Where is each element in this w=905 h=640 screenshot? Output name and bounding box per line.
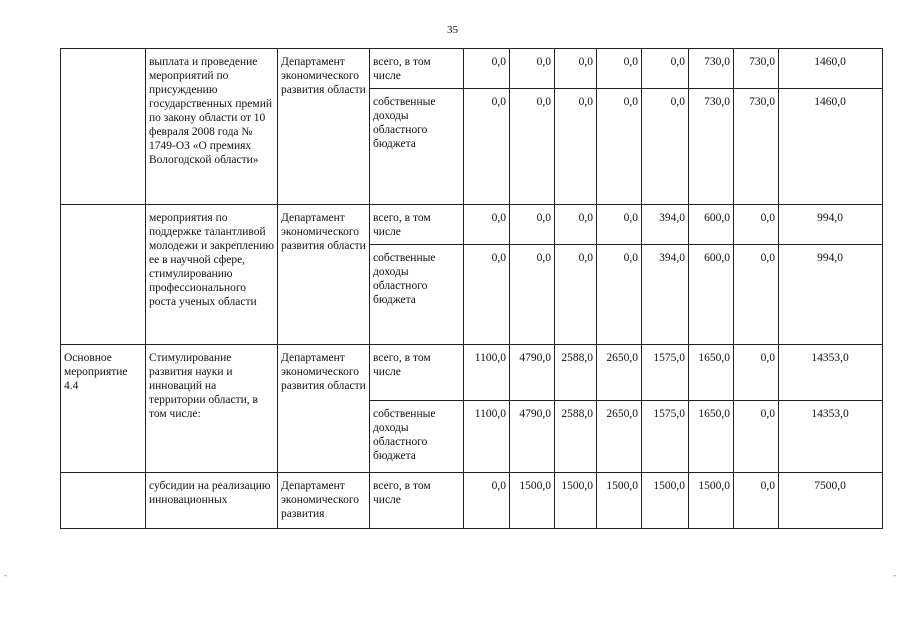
funding-source-cell: всего, в том числе (370, 345, 464, 401)
table-row (61, 205, 883, 245)
year-value-cell: 730,0 (734, 89, 779, 205)
executor-cell: Департамент экономического развития области (278, 49, 370, 205)
funding-source-cell: собственные доходы областного бюджета (370, 89, 464, 205)
total-cell: 7500,0 (779, 473, 883, 529)
year-value-cell: 0,0 (734, 245, 779, 345)
total-cell: 994,0 (779, 205, 883, 245)
year-value-cell: 0,0 (734, 345, 779, 401)
year-value-cell: 0,0 (597, 245, 642, 345)
year-value-cell: 2588,0 (555, 401, 597, 473)
year-value-cell: 600,0 (689, 245, 734, 345)
year-value-cell: 600,0 (689, 205, 734, 245)
year-value-cell: 1650,0 (689, 345, 734, 401)
budget-table (60, 48, 883, 529)
total-cell: 1460,0 (779, 89, 883, 205)
group-cell: Основное мероприятие 4.4 (61, 345, 146, 473)
measure-name-cell: мероприятия по поддержке талантливой молодежи и закреплению ее в научной сфере, стимулированию профессионального роста ученых области (146, 205, 278, 345)
group-cell (61, 473, 146, 529)
year-value-cell: 0,0 (642, 89, 689, 205)
year-value-cell: 0,0 (464, 89, 510, 205)
year-value-cell: 4790,0 (510, 401, 555, 473)
total-cell: 14353,0 (779, 345, 883, 401)
measure-name-cell: субсидии на реализацию инновационных (146, 473, 278, 529)
year-value-cell: 0,0 (642, 49, 689, 89)
year-value-cell: 0,0 (597, 49, 642, 89)
edge-mark-right: - (893, 570, 896, 580)
table-row (61, 345, 883, 401)
year-value-cell: 0,0 (597, 89, 642, 205)
year-value-cell: 0,0 (510, 49, 555, 89)
page-number: 35 (447, 24, 458, 36)
total-cell: 994,0 (779, 245, 883, 345)
year-value-cell: 0,0 (464, 473, 510, 529)
total-cell: 14353,0 (779, 401, 883, 473)
table-row (61, 49, 883, 89)
year-value-cell: 730,0 (689, 49, 734, 89)
funding-source-cell: собственные доходы областного бюджета (370, 401, 464, 473)
year-value-cell: 0,0 (464, 205, 510, 245)
year-value-cell: 2588,0 (555, 345, 597, 401)
year-value-cell: 1650,0 (689, 401, 734, 473)
year-value-cell: 0,0 (555, 89, 597, 205)
table-body (61, 49, 883, 529)
year-value-cell: 394,0 (642, 205, 689, 245)
year-value-cell: 1575,0 (642, 401, 689, 473)
year-value-cell: 1100,0 (464, 345, 510, 401)
year-value-cell: 2650,0 (597, 401, 642, 473)
year-value-cell: 730,0 (689, 89, 734, 205)
year-value-cell: 0,0 (555, 49, 597, 89)
funding-source-cell: всего, в том числе (370, 473, 464, 529)
edge-mark-left: - (4, 570, 7, 580)
year-value-cell: 4790,0 (510, 345, 555, 401)
year-value-cell: 1575,0 (642, 345, 689, 401)
table-row (61, 473, 883, 529)
year-value-cell: 1500,0 (555, 473, 597, 529)
year-value-cell: 1500,0 (689, 473, 734, 529)
executor-cell: Департамент экономического развития области (278, 205, 370, 345)
executor-cell: Департамент экономического развития (278, 473, 370, 529)
year-value-cell: 0,0 (734, 205, 779, 245)
year-value-cell: 0,0 (464, 245, 510, 345)
year-value-cell: 0,0 (734, 473, 779, 529)
funding-source-cell: всего, в том числе (370, 49, 464, 89)
year-value-cell: 1500,0 (510, 473, 555, 529)
year-value-cell: 1500,0 (642, 473, 689, 529)
year-value-cell: 0,0 (555, 205, 597, 245)
year-value-cell: 1100,0 (464, 401, 510, 473)
year-value-cell: 0,0 (510, 205, 555, 245)
year-value-cell: 730,0 (734, 49, 779, 89)
group-cell (61, 205, 146, 345)
group-cell (61, 49, 146, 205)
year-value-cell: 0,0 (510, 245, 555, 345)
year-value-cell: 0,0 (734, 401, 779, 473)
executor-cell: Департамент экономического развития области (278, 345, 370, 473)
year-value-cell: 0,0 (597, 205, 642, 245)
year-value-cell: 0,0 (555, 245, 597, 345)
year-value-cell: 394,0 (642, 245, 689, 345)
measure-name-cell: Стимулирование развития науки и инноваций на территории области, в том числе: (146, 345, 278, 473)
total-cell: 1460,0 (779, 49, 883, 89)
measure-name-cell: выплата и проведение мероприятий по присуждению государственных премий по закону области от 10 февраля 2008 года № 1749-ОЗ «О премиях Вологодской области» (146, 49, 278, 205)
year-value-cell: 2650,0 (597, 345, 642, 401)
year-value-cell: 1500,0 (597, 473, 642, 529)
year-value-cell: 0,0 (510, 89, 555, 205)
year-value-cell: 0,0 (464, 49, 510, 89)
funding-source-cell: всего, в том числе (370, 205, 464, 245)
funding-source-cell: собственные доходы областного бюджета (370, 245, 464, 345)
